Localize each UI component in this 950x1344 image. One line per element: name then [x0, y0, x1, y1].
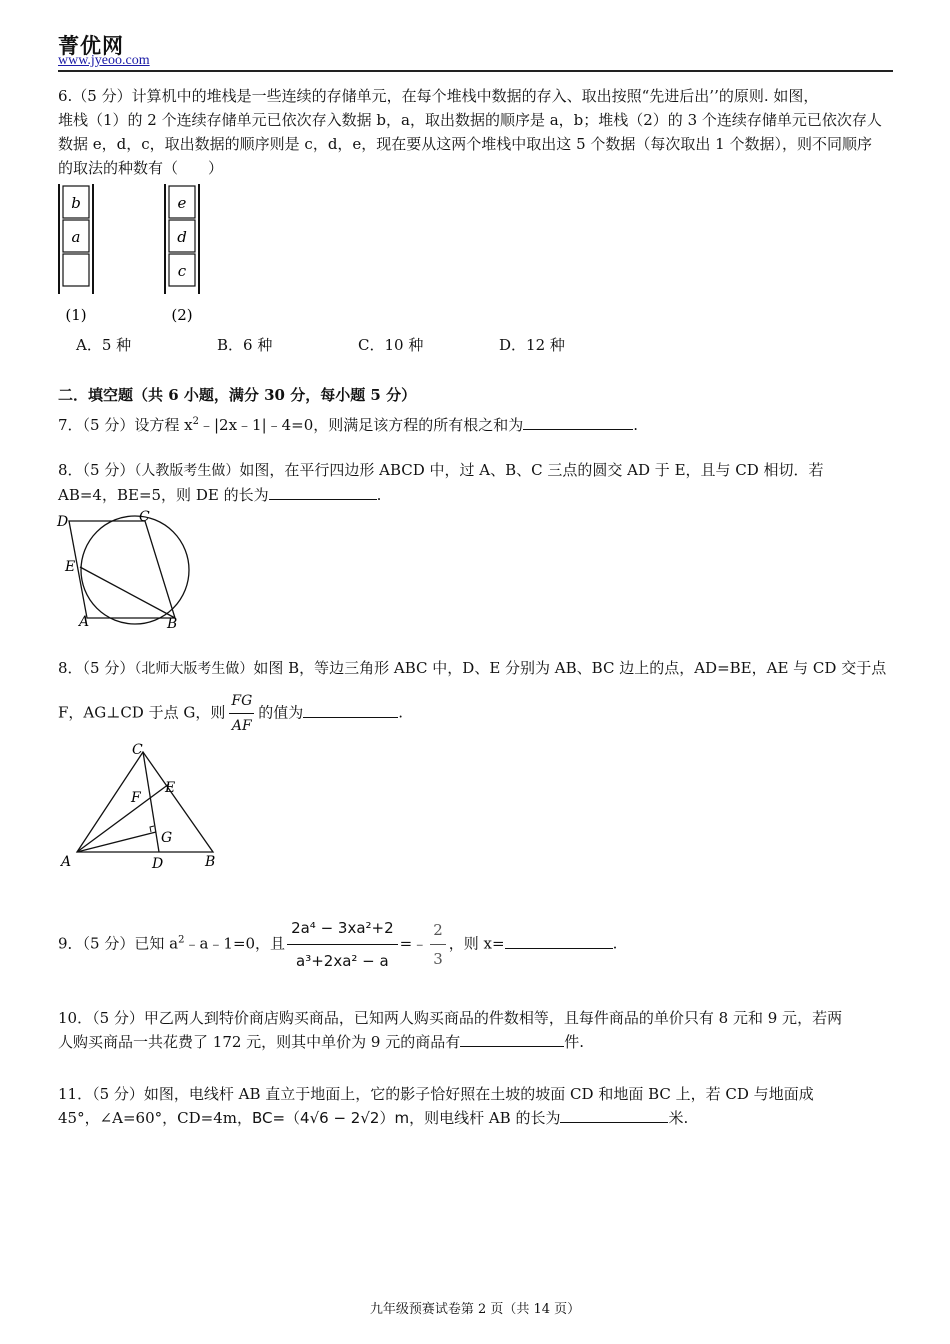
q6-option-a: A．5 种: [76, 336, 132, 354]
q8a-prefix: 8．（5 分）: [58, 461, 135, 479]
stack-2-caption: (2): [171, 306, 193, 324]
q10-suffix: 件.: [564, 1033, 585, 1051]
label-e: E: [65, 559, 76, 575]
q9-rhs-fraction: [430, 916, 446, 973]
triangle-figure: [55, 740, 225, 872]
q8b-answer-blank[interactable]: [303, 701, 398, 718]
header-divider: [58, 70, 893, 72]
label-b2: B: [205, 854, 216, 870]
fraction-denominator: AF: [231, 718, 252, 734]
fraction-numerator: FG: [229, 689, 254, 714]
q8b-line-2-mid: 的值为: [258, 703, 304, 722]
question-9: [58, 914, 894, 975]
q11-line-2-mid: ，则电线杆 AB 的长为: [409, 1109, 561, 1127]
question-8-bnu: [58, 656, 894, 738]
stack-figure: [55, 182, 215, 330]
q10-answer-blank[interactable]: [460, 1030, 564, 1047]
q7-middle: ﹣|2x﹣1|﹣4=0，则满足该方程的所有根之和为: [198, 416, 524, 434]
q11-line-1: 11．（5 分）如图，电线杆 AB 直立于地面上，它的影子恰好照在土坡的坡面 CD 和地面 BC 上，若 CD 与地面成: [58, 1085, 814, 1103]
label-a2: A: [61, 854, 72, 870]
q8a-line-2: AB=4，BE=5，则 DE 的长为: [58, 486, 269, 504]
q6-line-4: 的取法的种数有（ ）: [58, 159, 224, 177]
q9-prefix: 9．（5 分）已知 a: [58, 934, 179, 953]
q9-mid: ﹣a﹣1=0，且: [184, 934, 286, 953]
label-e2: E: [165, 780, 176, 796]
q9-equals: =﹣: [399, 934, 428, 953]
stack-1-cell-top: b: [71, 194, 81, 212]
q6-line-1: 6.（5 分）计算机中的堆栈是一些连续的存储单元，在每个堆栈中数据的存入、取出按照“先进后出’’的原则. 如图，: [58, 87, 819, 105]
label-d2: D: [152, 856, 164, 872]
site-url-link[interactable]: www.jyeoo.com: [58, 53, 150, 68]
parallelogram-circle-figure: [55, 506, 205, 634]
section-2-title: 二．填空题（共 6 小题，满分 30 分，每小题 5 分）: [58, 386, 417, 404]
fg-over-af-fraction: [229, 689, 254, 738]
q8a-suffix: .: [376, 486, 382, 504]
q6-option-d: D．12 种: [499, 336, 565, 354]
label-b: B: [167, 616, 178, 632]
q11-bc-expression: BC=（4√6 − 2√2）m: [251, 1109, 410, 1127]
stack-1-cell-middle: a: [71, 228, 81, 246]
label-a: A: [79, 614, 90, 630]
q10-line-1: 10．（5 分）甲乙两人到特价商店购买商品，已知两人购买商品的件数相等，且每件商品的单价只有 8 元和 9 元，若两: [58, 1009, 843, 1027]
q8b-suffix: .: [398, 703, 404, 722]
q6-line-2: 堆栈（1）的 2 个连续存储单元已依次存入数据 b，a，取出数据的顺序是 a，b；堆栈（2）的 3 个连续存储单元已依次存人: [58, 111, 882, 129]
q9-suffix: .: [612, 934, 618, 953]
stack-2-cell-middle: d: [177, 228, 187, 246]
stack-1-caption: (1): [65, 306, 87, 324]
q8b-prefix: 8．（5 分）: [58, 659, 135, 677]
q6-line-3: 数据 e，d，c，取出数据的顺序则是 c，d，e，现在要从这两个堆栈中取出这 5 个数据（每次取出 1 个数据），则不同顺序: [58, 135, 872, 153]
question-7: [58, 410, 894, 437]
question-10: [58, 1006, 894, 1054]
question-11: [58, 1082, 894, 1130]
stack-2: [165, 184, 199, 324]
q7-suffix: .: [633, 416, 639, 434]
site-logo: 菁优网: [58, 34, 124, 58]
q9-denominator: a³+2xa² − a: [296, 952, 389, 970]
q9-rhs-numerator: 2: [430, 916, 446, 945]
q9-tail: ，则 x=: [448, 934, 505, 953]
q8b-edition-tag: （北师大版考生做）: [134, 661, 254, 677]
q11-answer-blank[interactable]: [560, 1106, 668, 1123]
q7-exponent: 2: [192, 416, 199, 427]
label-g: G: [161, 830, 173, 846]
stack-1: [59, 184, 93, 324]
label-d: D: [57, 514, 69, 530]
label-f: F: [131, 790, 141, 806]
q7-answer-blank[interactable]: [523, 413, 633, 430]
q11-suffix: 米.: [668, 1109, 689, 1127]
stack-2-cell-top: e: [177, 194, 187, 212]
q9-answer-blank[interactable]: [505, 932, 613, 949]
q8b-line-2: F，AG⊥CD 于点 G，则: [58, 703, 226, 722]
q6-option-c: C．10 种: [358, 336, 424, 354]
q7-prefix: 7．（5 分）设方程 x: [58, 416, 193, 434]
q9-numerator: 2a⁴ − 3xa²+2: [287, 914, 398, 945]
q8a-edition-tag: （人教版考生做）: [134, 463, 240, 479]
stack-2-cell-bottom: c: [177, 262, 187, 280]
label-c: C: [139, 509, 150, 525]
q6-option-b: B．6 种: [217, 336, 273, 354]
q8a-line-1: 如图，在平行四边形 ABCD 中，过 A、B、C 三点的圆交 AD 于 E，且与 CD 相切．若: [239, 461, 824, 479]
question-8-pep: [58, 458, 894, 507]
q8b-line-1: 如图 B，等边三角形 ABC 中，D、E 分别为 AB、BC 边上的点，AD=BE，AE 与 CD 交于点: [253, 659, 887, 677]
page-footer: 九年级预赛试卷第 2 页（共 14 页）: [369, 1302, 581, 1317]
q8a-answer-blank[interactable]: [269, 483, 377, 500]
q9-expression-fraction: [287, 914, 398, 975]
q10-line-2: 人购买商品一共花费了 172 元，则其中单价为 9 元的商品有: [58, 1033, 461, 1051]
q9-exponent: 2: [178, 934, 185, 946]
q11-line-2: 45°，∠A=60°，CD=4m，: [58, 1109, 252, 1127]
label-c2: C: [132, 742, 143, 758]
question-6: [58, 84, 894, 180]
q9-rhs-denominator: 3: [433, 950, 443, 968]
